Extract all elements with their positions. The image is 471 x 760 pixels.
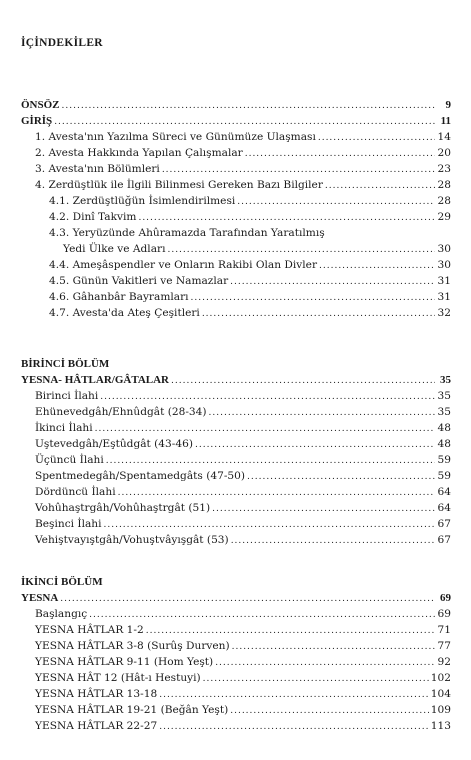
toc-entry-label: 4.2. Dinî Takvim — [49, 211, 137, 223]
toc-page-number: 29 — [437, 211, 451, 223]
toc-entry[interactable] — [21, 145, 451, 161]
toc-entry[interactable] — [21, 638, 451, 654]
toc-entry-label: 4.3. Yeryüzünde Ahûramazda Tarafından Yaratılmış — [49, 227, 325, 239]
toc-page-number: 32 — [437, 307, 451, 319]
toc-part2-section — [21, 590, 451, 734]
toc-entry-label: YESNA- HÂTLAR/GÂTALAR — [21, 374, 170, 386]
toc-entry-label: YESNA HÂTLAR 19-21 (Beğân Yeşt) — [35, 704, 229, 716]
toc-entry[interactable] — [21, 388, 451, 404]
toc-page-number: 48 — [437, 422, 451, 434]
toc-page-number: 48 — [437, 438, 451, 450]
toc-entry[interactable] — [21, 209, 451, 225]
dot-leader — [247, 469, 435, 485]
part2-heading: İKİNCİ BÖLÜM — [21, 576, 103, 588]
toc-entry[interactable] — [21, 718, 451, 734]
toc-entry-label: YESNA HÂT 12 (Hât-ı Hestuyi) — [35, 672, 201, 684]
toc-entry-label: Birinci İlahi — [35, 390, 99, 402]
toc-page-number: 31 — [437, 291, 451, 303]
dot-leader — [237, 194, 435, 210]
toc-entry-label: YESNA HÂTLAR 22-27 — [35, 720, 158, 732]
toc-page-number: 92 — [437, 656, 451, 668]
toc-page-number: 69 — [440, 592, 451, 604]
dot-leader — [203, 671, 429, 687]
dot-leader — [60, 591, 435, 607]
toc-entry-label: Vehiştvayıştgâh/Vohuştvâyışgât (53) — [35, 534, 229, 546]
toc-entry-label: 2. Avesta Hakkında Yapılan Çalışmalar — [35, 147, 243, 159]
toc-entry[interactable] — [21, 686, 451, 702]
toc-entry[interactable] — [21, 516, 451, 532]
toc-entry[interactable] — [21, 257, 451, 273]
toc-entry-label: Spentmedegâh/Spentamedgâts (47-50) — [35, 470, 246, 482]
toc-page-number: 9 — [445, 99, 451, 111]
toc-page-number: 30 — [437, 259, 451, 271]
dot-leader — [212, 501, 435, 517]
toc-entry[interactable] — [21, 161, 451, 177]
toc-page-number: 11 — [440, 115, 451, 127]
toc-entry[interactable] — [21, 436, 451, 452]
toc-entry[interactable] — [21, 590, 451, 606]
dot-leader — [319, 258, 435, 274]
dot-leader — [318, 130, 435, 146]
toc-entry[interactable] — [21, 113, 451, 129]
toc-page-number: 64 — [437, 486, 451, 498]
dot-leader — [230, 703, 429, 719]
dot-leader — [146, 623, 435, 639]
toc-entry-label: 4.1. Zerdüştlüğün İsimlendirilmesi — [49, 195, 236, 207]
toc-page-number: 35 — [437, 390, 451, 402]
toc-entry-label: YESNA HÂTLAR 9-11 (Hom Yeşt) — [35, 656, 214, 668]
toc-page-number: 30 — [437, 243, 451, 255]
toc-entry-label: 3. Avesta'nın Bölümleri — [35, 163, 160, 175]
toc-page-number: 104 — [430, 688, 451, 700]
toc-page-number: 23 — [437, 163, 451, 175]
toc-entry[interactable] — [21, 289, 451, 305]
toc-page-number: 14 — [437, 131, 451, 143]
dot-leader — [100, 389, 435, 405]
dot-leader — [191, 290, 435, 306]
toc-entry[interactable] — [21, 468, 451, 484]
dot-leader — [162, 162, 435, 178]
page-title: İÇİNDEKİLER — [21, 37, 103, 49]
toc-page-number: 31 — [437, 275, 451, 287]
dot-leader — [159, 687, 429, 703]
toc-page-number: 35 — [437, 406, 451, 418]
toc-entry-label: YESNA HÂTLAR 3-8 (Surûş Durven) — [35, 640, 230, 652]
toc-part1-section — [21, 372, 451, 548]
dot-leader — [167, 242, 435, 258]
toc-entry[interactable] — [21, 622, 451, 638]
toc-entry[interactable] — [21, 654, 451, 670]
toc-entry-label: 4. Zerdüştlük ile İlgili Bilinmesi Gereken Bazı Bilgiler — [35, 179, 323, 191]
toc-entry-label: Ehünevedgâh/Ehnûdgât (28-34) — [35, 406, 207, 418]
toc-page-number: 67 — [437, 518, 451, 530]
toc-page-number: 113 — [430, 720, 451, 732]
dot-leader — [62, 98, 435, 114]
toc-page-number: 64 — [437, 502, 451, 514]
toc-page-number: 59 — [437, 470, 451, 482]
toc-entry[interactable] — [21, 484, 451, 500]
toc-entry-label: YESNA HÂTLAR 13-18 — [35, 688, 158, 700]
toc-entry-label: Beşinci İlahi — [35, 518, 102, 530]
toc-entry[interactable] — [21, 606, 451, 622]
toc-entry-label: ÖNSÖZ — [21, 99, 60, 111]
dot-leader — [232, 639, 435, 655]
toc-entry[interactable] — [21, 129, 451, 145]
toc-page-number: 71 — [437, 624, 451, 636]
dot-leader — [171, 373, 435, 389]
toc-entry-label-continuation: Yedi Ülke ve Adları — [63, 243, 166, 255]
toc-entry[interactable] — [21, 452, 451, 468]
toc-entry[interactable] — [21, 225, 451, 241]
toc-entry[interactable] — [21, 420, 451, 436]
dot-leader — [231, 533, 435, 549]
toc-entry-label: GİRİŞ — [21, 115, 53, 127]
dot-leader — [118, 485, 435, 501]
dot-leader — [195, 437, 435, 453]
toc-entry[interactable] — [21, 193, 451, 209]
toc-page-number: 28 — [437, 195, 451, 207]
toc-page-number: 102 — [430, 672, 451, 684]
toc-entry-label: YESNA HÂTLAR 1-2 — [35, 624, 144, 636]
dot-leader — [106, 453, 435, 469]
toc-page-number: 59 — [437, 454, 451, 466]
toc-entry-label: YESNA — [21, 592, 59, 604]
toc-page-number: 20 — [437, 147, 451, 159]
toc-entry[interactable] — [21, 273, 451, 289]
toc-entry[interactable] — [21, 500, 451, 516]
toc-entry[interactable] — [21, 177, 451, 193]
toc-page-number: 69 — [437, 608, 451, 620]
toc-entry-label: Vohûhaştrgâh/Vohûhaştrgât (51) — [35, 502, 211, 514]
toc-page-number: 77 — [437, 640, 451, 652]
toc-entry[interactable] — [21, 372, 451, 388]
toc-entry-label: Başlangıç — [35, 608, 88, 620]
dot-leader — [104, 517, 436, 533]
toc-entry-label: İkinci İlahi — [35, 422, 93, 434]
toc-entry[interactable] — [21, 305, 451, 321]
toc-entry-label: 4.6. Gâhanbâr Bayramları — [49, 291, 189, 303]
dot-leader — [325, 178, 435, 194]
dot-leader — [245, 146, 435, 162]
toc-entry[interactable] — [21, 404, 451, 420]
toc-page-number: 109 — [430, 704, 451, 716]
dot-leader — [138, 210, 435, 226]
toc-entry[interactable] — [21, 97, 451, 113]
toc-entry-label: 4.5. Günün Vakitleri ve Namazlar — [49, 275, 229, 287]
toc-page-number: 28 — [437, 179, 451, 191]
toc-entry[interactable] — [21, 241, 451, 257]
part1-heading: BİRİNCİ BÖLÜM — [21, 358, 110, 370]
dot-leader — [230, 274, 435, 290]
dot-leader — [209, 405, 435, 421]
dot-leader — [215, 655, 435, 671]
toc-entry[interactable] — [21, 702, 451, 718]
toc-entry-label: 1. Avesta'nın Yazılma Süreci ve Günümüze Ulaşması — [35, 131, 316, 143]
toc-page-number: 35 — [440, 374, 451, 386]
toc-front-section — [21, 97, 451, 321]
dot-leader — [89, 607, 435, 623]
toc-page-number: 67 — [437, 534, 451, 546]
toc-entry[interactable] — [21, 670, 451, 686]
toc-entry[interactable] — [21, 532, 451, 548]
dot-leader — [159, 719, 429, 735]
toc-entry-label: 4.4. Ameşâspendler ve Onların Rakibi Olan Divler — [49, 259, 318, 271]
dot-leader — [202, 306, 435, 322]
dot-leader — [54, 114, 435, 130]
toc-entry-label: 4.7. Avesta'da Ateş Çeşitleri — [49, 307, 200, 319]
dot-leader — [95, 421, 435, 437]
toc-entry-label: Dördüncü İlahi — [35, 486, 116, 498]
toc-entry-label: Üçüncü İlahi — [35, 454, 104, 466]
toc-entry-label: Uştevedgâh/Eştûdgât (43-46) — [35, 438, 193, 450]
